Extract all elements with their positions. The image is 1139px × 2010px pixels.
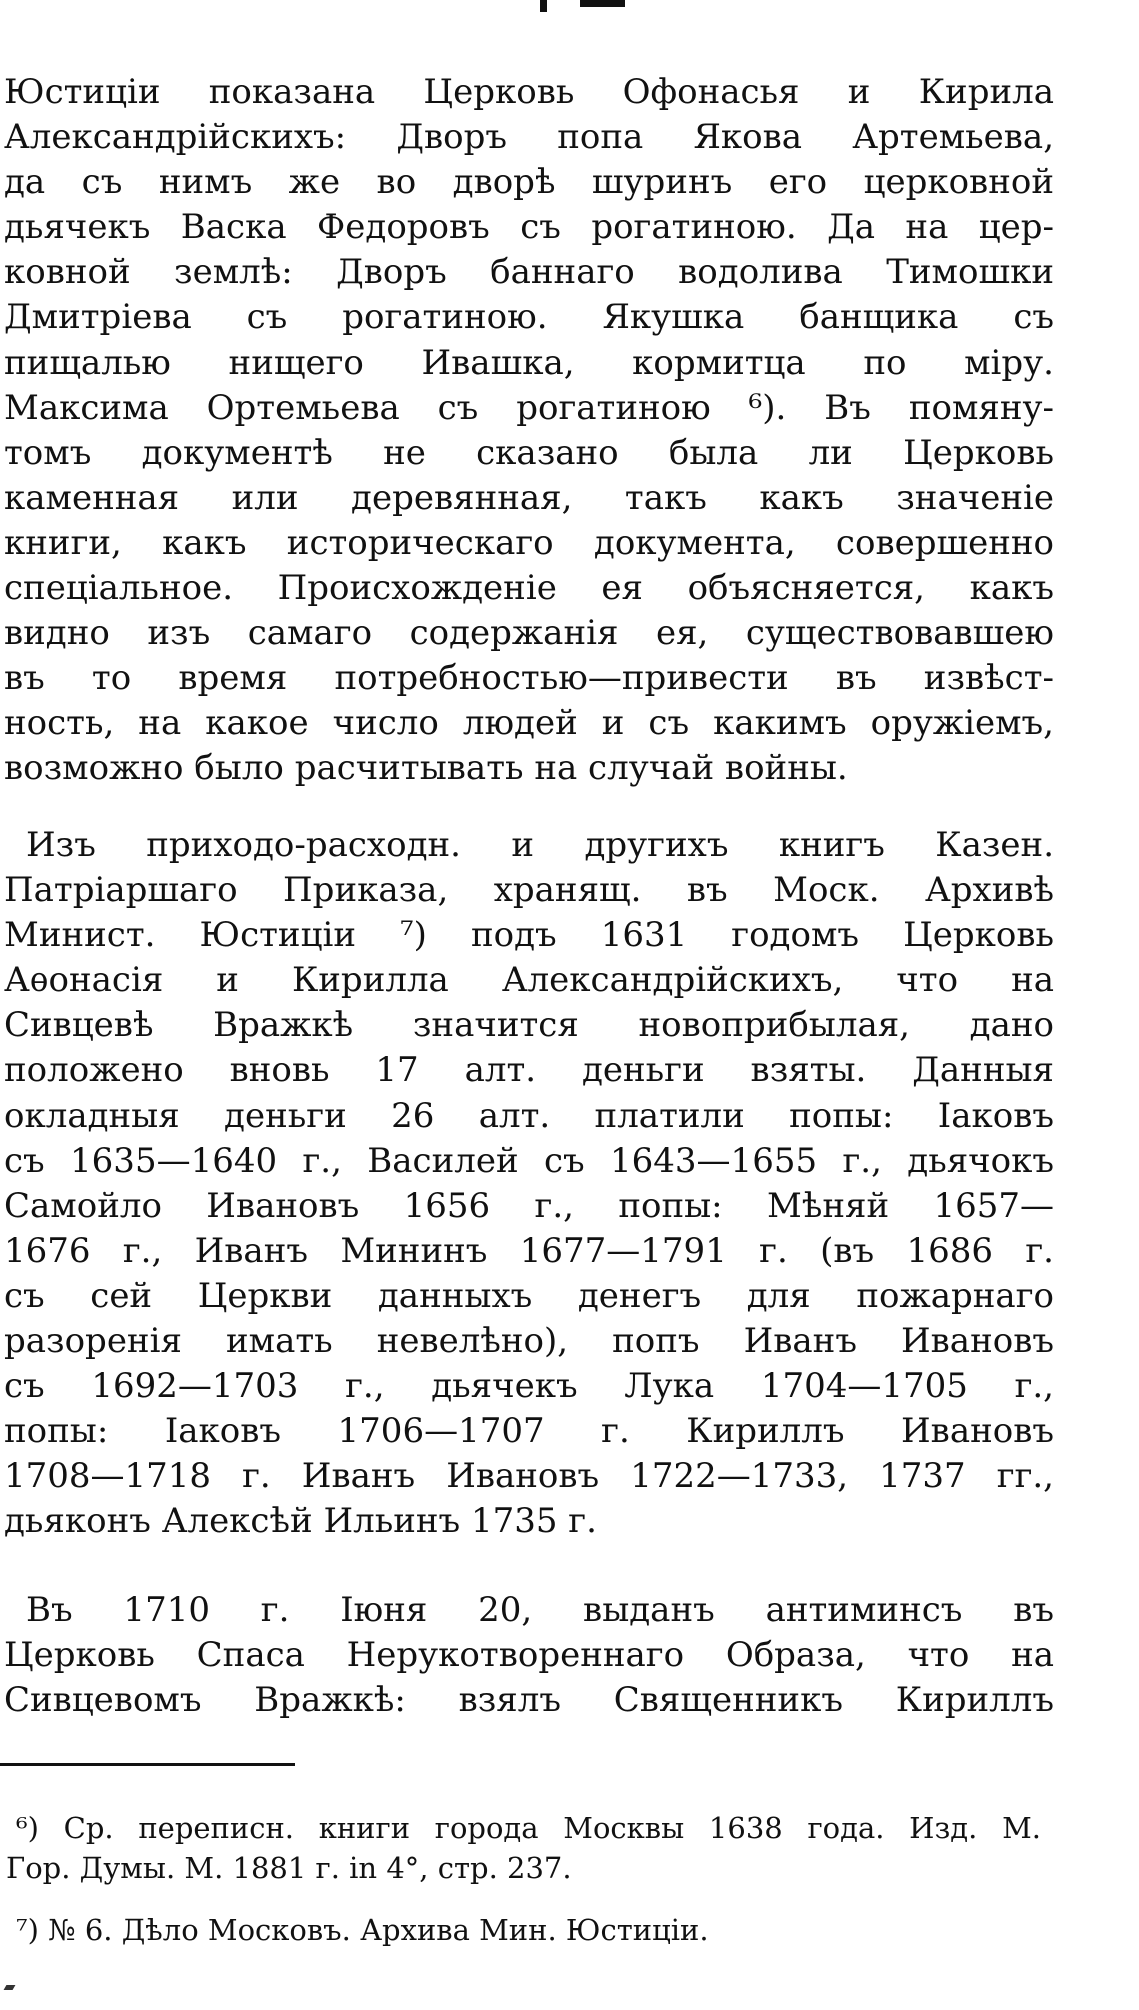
text-line: спеціальное. Происхожденіе ея объясняется, какъ <box>4 568 1054 609</box>
text-line: Сивцевомъ Вражкѣ: взялъ Священникъ Кириллъ <box>4 1680 1054 1721</box>
text-line: въ то время потребностью—привести въ извѣст- <box>4 658 1054 699</box>
text-line: Максима Ортемьева съ рогатиною ⁶). Въ помяну- <box>4 387 1054 428</box>
page-header-mark <box>540 0 630 12</box>
text-line: окладныя деньги 26 алт. платили попы: Іаковъ <box>4 1095 1054 1136</box>
text-line: разоренія имать невелѣно), попъ Иванъ Ивановъ <box>4 1321 1054 1362</box>
footnote-7 <box>6 1910 1046 1950</box>
text-line: Александрійскихъ: Дворъ попа Якова Артемьева, <box>4 117 1054 158</box>
text-line: книги, какъ историческаго документа, совершенно <box>4 522 1054 563</box>
footnote-line: ⁷) № 6. Дѣло Московъ. Архива Мин. Юстиціи. <box>16 1913 709 1947</box>
text-line: дьяконъ Алексѣй Ильинъ 1735 г. <box>4 1501 597 1542</box>
text-line: ковной землѣ: Дворъ баннаго водолива Тимошки <box>4 252 1054 293</box>
footnote-line: Гор. Думы. М. 1881 г. in 4°, стр. 237. <box>6 1851 572 1885</box>
text-line: томъ документѣ не сказано была ли Церковь <box>4 432 1054 473</box>
footnotes <box>6 1808 1046 1950</box>
text-line: Самойло Ивановъ 1656 г., попы: Мѣняй 1657— <box>4 1185 1054 1226</box>
text-line: Минист. Юстиціи ⁷) подъ 1631 годомъ Церковь <box>4 915 1054 956</box>
text-line: возможно было расчитывать на случай войны. <box>4 748 848 789</box>
text-line: съ сей Церкви данныхъ денегъ для пожарнаго <box>4 1275 1054 1316</box>
text-line: Аѳонасія и Кирилла Александрійскихъ, что на <box>4 960 1054 1001</box>
print-speck <box>4 1985 16 1990</box>
text-line: 1708—1718 г. Иванъ Ивановъ 1722—1733, 1737 гг., <box>4 1456 1054 1497</box>
footnote-divider <box>0 1763 295 1766</box>
text-line: попы: Іаковъ 1706—1707 г. Кириллъ Ивановъ <box>4 1411 1054 1452</box>
text-line: Юстиціи показана Церковь Офонасья и Кирила <box>4 72 1054 112</box>
text-line: Дмитріева съ рогатиною. Якушка банщика съ <box>4 297 1054 338</box>
text-line: Изъ приходо-расходн. и другихъ книгъ Казен. <box>26 825 1054 865</box>
paragraph-1 <box>4 70 1054 792</box>
text-line: видно изъ самаго содержанія ея, существовавшею <box>4 613 1054 654</box>
text-line: Церковь Спаса Нерукотвореннаго Образа, что на <box>4 1635 1054 1676</box>
footnote-6 <box>6 1808 1046 1888</box>
text-line: 1676 г., Иванъ Мининъ 1677—1791 г. (въ 1686 г. <box>4 1230 1054 1271</box>
paragraph-2 <box>4 823 1054 1545</box>
text-line: пищалью нищего Ивашка, кормитца по міру. <box>4 342 1054 383</box>
text-line: Патріаршаго Приказа, хранящ. въ Моск. Архивѣ <box>4 870 1054 911</box>
text-line: Въ 1710 г. Іюня 20, выданъ антиминсъ въ <box>26 1590 1054 1630</box>
text-line: дьячекъ Васка Федоровъ съ рогатиною. Да на цер- <box>4 207 1054 248</box>
paragraph-3 <box>4 1588 1054 1723</box>
text-line: да съ нимъ же во дворѣ шуринъ его церковной <box>4 162 1054 203</box>
text-line: каменная или деревянная, такъ какъ значеніе <box>4 477 1054 518</box>
text-line: ность, на какое число людей и съ какимъ оружіемъ, <box>4 703 1054 744</box>
text-line: съ 1635—1640 г., Василей съ 1643—1655 г., дьячокъ <box>4 1140 1054 1181</box>
text-line: положено вновь 17 алт. деньги взяты. Данныя <box>4 1050 1054 1091</box>
text-line: Сивцевѣ Вражкѣ значится новоприбылая, дано <box>4 1005 1054 1046</box>
text-line: съ 1692—1703 г., дьячекъ Лука 1704—1705 г., <box>4 1366 1054 1407</box>
footnote-line: ⁶) Ср. переписн. книги города Москвы 1638 года. Изд. М. <box>16 1811 1041 1845</box>
